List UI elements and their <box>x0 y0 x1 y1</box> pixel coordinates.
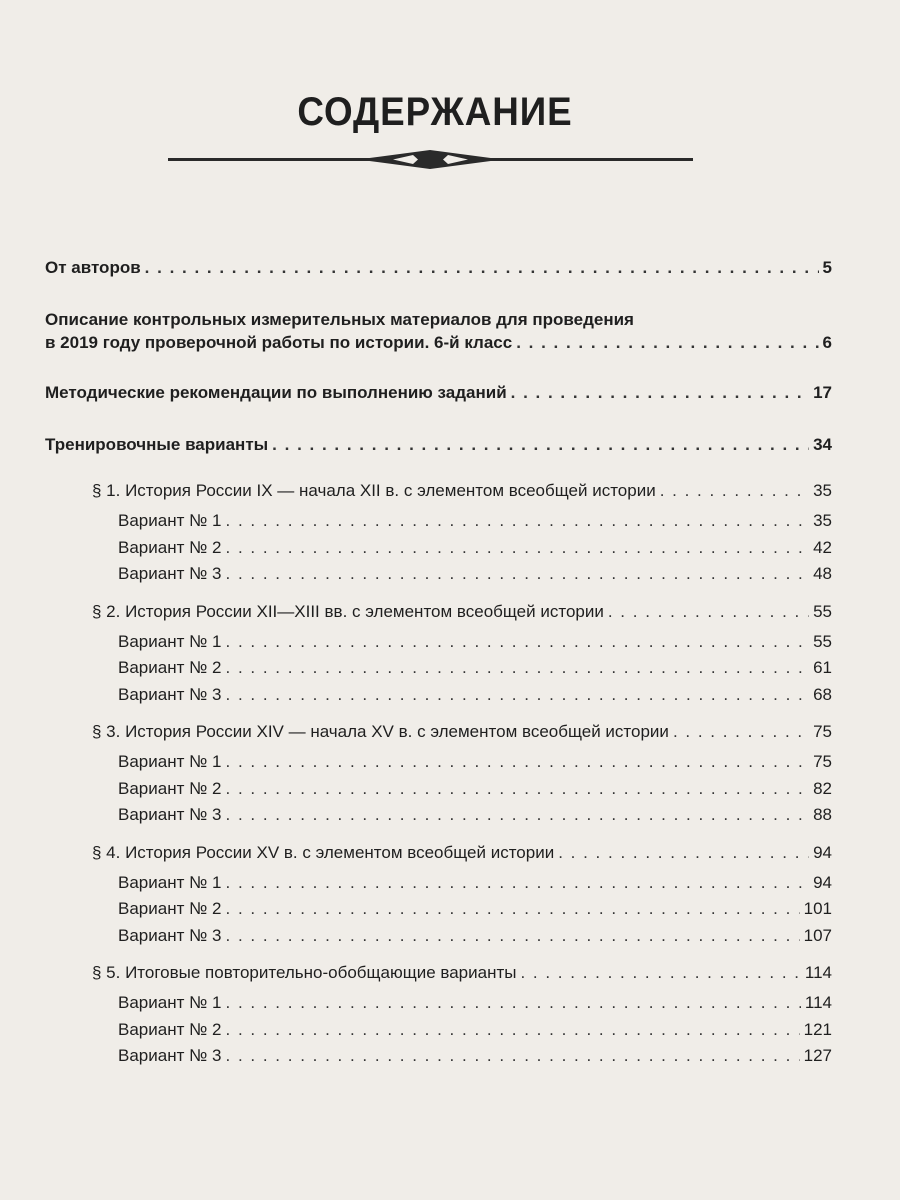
dot-leader <box>226 658 810 678</box>
page-number: 114 <box>804 993 832 1012</box>
toc-variant[interactable] <box>118 538 832 558</box>
dot-leader <box>226 564 810 584</box>
entry-label: Вариант № 1 <box>118 993 222 1012</box>
entry-label: § 1. История России IX — начала XII в. с элементом всеобщей истории <box>92 481 656 500</box>
toc-entry[interactable] <box>45 435 832 455</box>
entry-label: Вариант № 3 <box>118 805 222 824</box>
page-number: 17 <box>813 383 832 402</box>
entry-label: Вариант № 2 <box>118 537 222 557</box>
page-number: 82 <box>813 778 832 798</box>
toc-section[interactable] <box>92 602 832 622</box>
dot-leader <box>516 333 818 353</box>
dot-leader <box>520 963 800 983</box>
dot-leader <box>226 993 801 1013</box>
toc-variant[interactable] <box>118 632 832 652</box>
entry-label: в 2019 году проверочной работы по истории. 6-й класс <box>45 333 513 352</box>
entry-label: Вариант № 1 <box>118 872 222 892</box>
entry-label: § 4. История России XV в. с элементом всеобщей истории <box>92 842 555 862</box>
page-number: 88 <box>813 805 832 824</box>
entry-label: Вариант № 3 <box>118 925 222 945</box>
toc-entry[interactable] <box>45 333 832 353</box>
page-number: 5 <box>822 258 832 277</box>
page-number: 68 <box>813 684 832 704</box>
entry-label: Вариант № 3 <box>118 564 222 583</box>
toc-variant[interactable] <box>118 564 832 584</box>
dot-leader <box>226 873 810 893</box>
entry-label: Вариант № 3 <box>118 1046 222 1065</box>
entry-label: Вариант № 2 <box>118 899 222 918</box>
dot-leader <box>226 511 810 531</box>
entry-label: Вариант № 3 <box>118 684 222 704</box>
page-number: 34 <box>813 435 832 454</box>
page-number: 6 <box>822 333 832 352</box>
toc-variant[interactable] <box>118 805 832 825</box>
toc-variant[interactable] <box>118 899 832 919</box>
entry-label: § 5. Итоговые повторительно-обобщающие варианты <box>92 963 517 982</box>
entry-label: Вариант № 2 <box>118 1019 222 1039</box>
page-number: 55 <box>813 631 832 651</box>
dot-leader <box>226 752 810 772</box>
page-number: 75 <box>813 752 832 771</box>
dot-leader <box>608 602 809 622</box>
dot-leader <box>511 383 809 403</box>
ornament-divider <box>168 150 693 170</box>
toc-section[interactable] <box>92 722 832 742</box>
entry-label: Вариант № 2 <box>118 658 222 677</box>
page-number: 35 <box>813 511 832 530</box>
entry-label: От авторов <box>45 258 141 277</box>
toc-variant[interactable] <box>118 752 832 772</box>
dot-leader <box>226 1046 800 1066</box>
entry-label: Вариант № 1 <box>118 511 222 530</box>
toc-variant[interactable] <box>118 658 832 678</box>
page-number: 101 <box>803 899 832 918</box>
dot-leader <box>558 843 809 863</box>
entry-label: § 2. История России XII—XIII вв. с элементом всеобщей истории <box>92 601 604 621</box>
page-number: 75 <box>813 722 832 741</box>
page-number: 107 <box>803 925 832 945</box>
dot-leader <box>660 481 809 501</box>
dot-leader <box>272 435 809 455</box>
entry-label: Вариант № 2 <box>118 778 222 798</box>
toc-entry[interactable] <box>45 383 832 403</box>
dot-leader <box>226 632 810 652</box>
dot-leader <box>226 926 800 946</box>
page-number: 121 <box>803 1019 832 1039</box>
page-number: 127 <box>803 1046 832 1065</box>
dot-leader <box>226 685 810 705</box>
dot-leader <box>226 805 810 825</box>
toc-section[interactable] <box>92 963 832 983</box>
toc-variant[interactable] <box>118 1020 832 1040</box>
toc-variant[interactable] <box>118 926 832 946</box>
page-number: 55 <box>813 601 832 621</box>
dot-leader <box>226 779 810 799</box>
toc-variant[interactable] <box>118 511 832 531</box>
dot-leader <box>673 722 809 742</box>
toc-variant[interactable] <box>118 993 832 1013</box>
page-number: 61 <box>813 658 832 677</box>
page-number: 35 <box>813 481 832 500</box>
toc-variant[interactable] <box>118 685 832 705</box>
toc-entry[interactable] <box>45 258 832 278</box>
entry-label: Тренировочные варианты <box>45 435 269 454</box>
toc-section[interactable] <box>92 481 832 501</box>
toc-variant[interactable] <box>118 873 832 893</box>
entry-label: Вариант № 1 <box>118 752 222 771</box>
entry-label-line1: Описание контрольных измерительных материалов для проведения <box>45 310 634 329</box>
toc-section[interactable] <box>92 843 832 863</box>
page-number: 94 <box>813 842 832 862</box>
toc-variant[interactable] <box>118 1046 832 1066</box>
page-title: СОДЕРЖАНИЕ <box>297 90 573 134</box>
entry-label: Методические рекомендации по выполнению заданий <box>45 383 507 402</box>
page-number: 42 <box>813 537 832 557</box>
entry-label: § 3. История России XIV — начала XV в. с элементом всеобщей истории <box>92 722 669 741</box>
page-number: 94 <box>813 872 832 892</box>
dot-leader <box>226 899 800 919</box>
toc-variant[interactable] <box>118 779 832 799</box>
dot-leader <box>145 258 819 278</box>
dot-leader <box>226 1020 800 1040</box>
entry-label: Вариант № 1 <box>118 631 222 651</box>
dot-leader <box>226 538 810 558</box>
page-number: 48 <box>813 564 832 583</box>
page-number: 114 <box>804 963 832 982</box>
